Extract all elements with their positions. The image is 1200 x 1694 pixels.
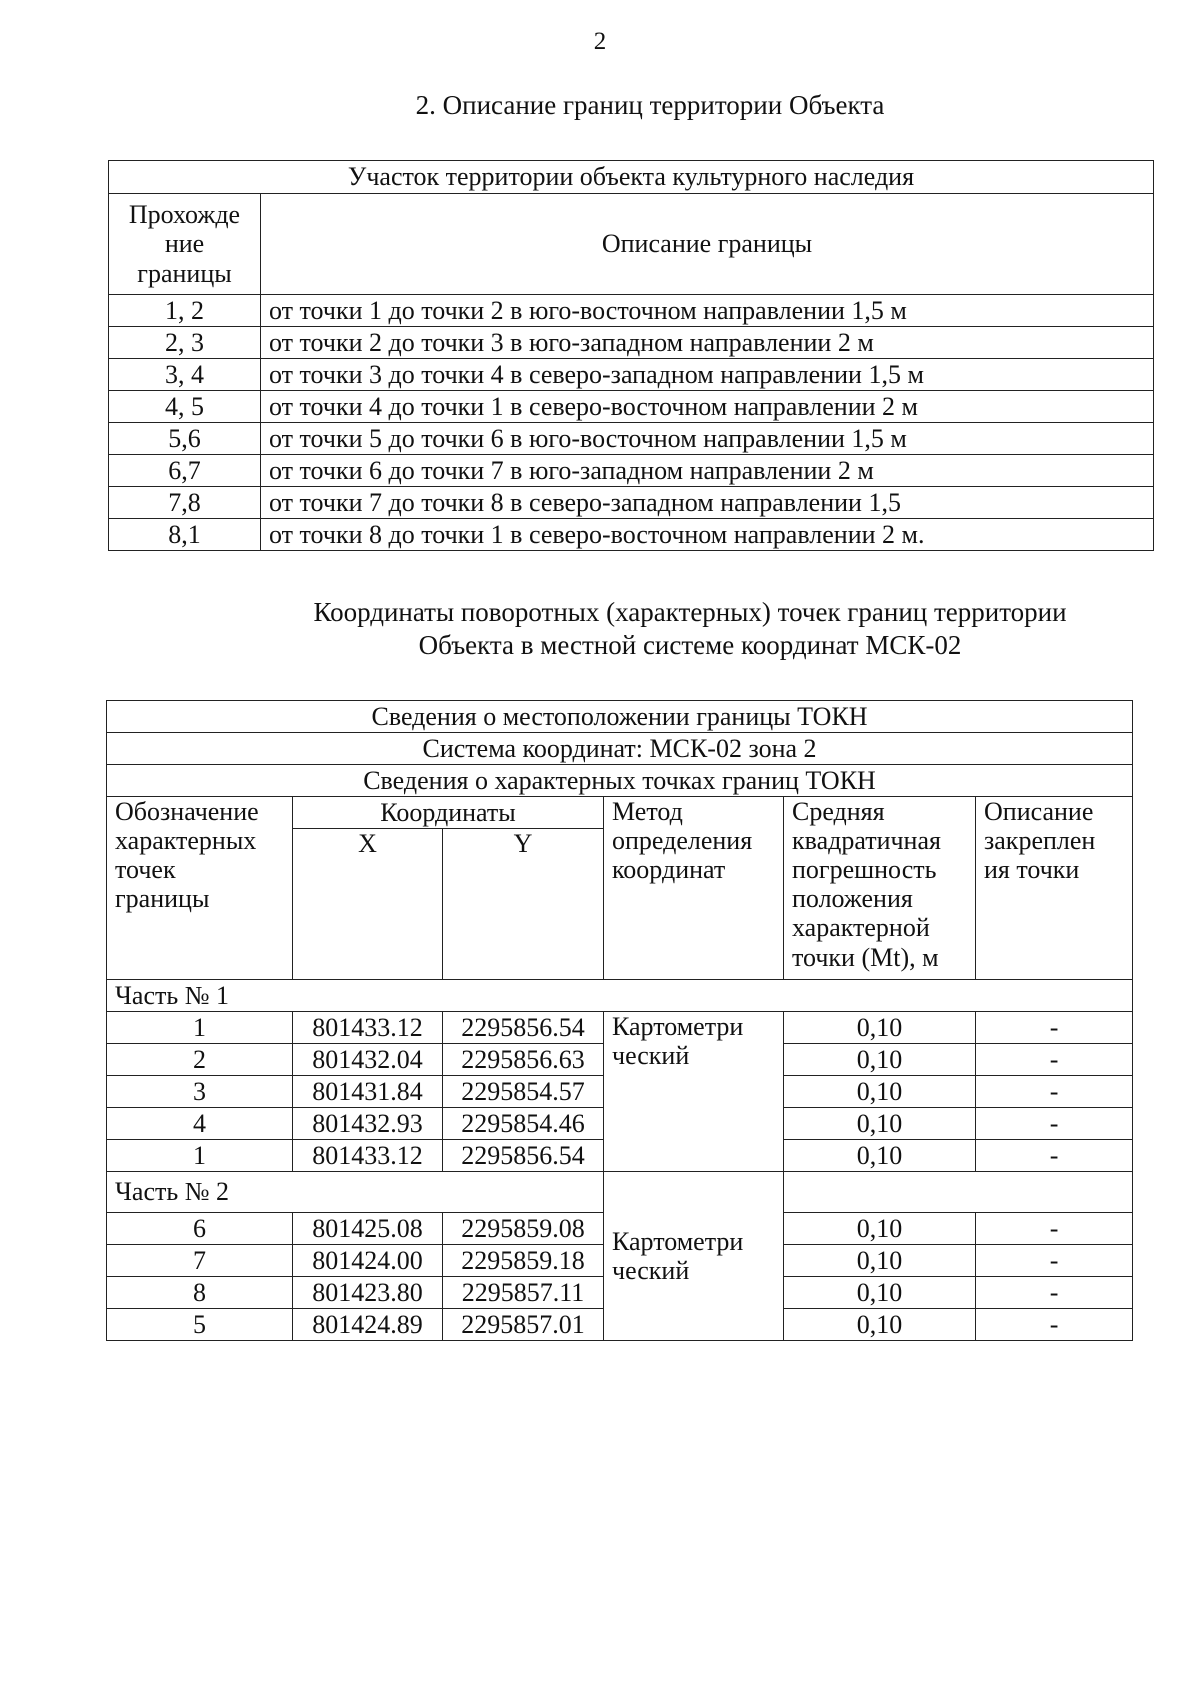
y-cell: 2295854.57 [443,1076,604,1108]
y-cell: 2295856.63 [443,1044,604,1076]
x-cell: 801425.08 [293,1213,443,1245]
fixing-cell: - [976,1012,1133,1044]
empty-cell [784,1172,1133,1213]
fixing-cell: - [976,1044,1133,1076]
method-line: ческий [612,1256,690,1285]
fixing-cell: - [976,1309,1133,1341]
description-cell: от точки 8 до точки 1 в северо-восточном направлении 2 м. [261,519,1154,551]
boundary-table-caption: Участок территории объекта культурного наследия [109,161,1154,194]
header-line: Метод [612,797,683,826]
header-line: погрешность [792,855,937,885]
description-cell: от точки 5 до точки 6 в юго-восточном направлении 1,5 м [261,423,1154,455]
error-cell: 0,10 [784,1213,976,1245]
error-cell: 0,10 [784,1108,976,1140]
passage-cell: 7,8 [109,487,261,519]
y-header: Y [443,829,604,980]
method-line: Картометри [612,1226,744,1256]
method-header [604,797,784,980]
y-cell: 2295857.01 [443,1309,604,1341]
passage-header-line: ние [164,229,205,259]
description-cell: от точки 1 до точки 2 в юго-восточном направлении 1,5 м [261,295,1154,327]
coordinates-header-system: Система координат: МСК-02 зона 2 [107,733,1133,765]
fixing-cell: - [976,1140,1133,1172]
coordinates-table [106,700,1133,1341]
point-cell: 8 [107,1277,293,1309]
header-line: точек [115,855,176,885]
error-cell: 0,10 [784,1277,976,1309]
description-cell: от точки 6 до точки 7 в юго-западном направлении 2 м [261,455,1154,487]
header-line: положения [792,884,913,914]
header-line: границы [115,884,210,914]
passage-cell: 6,7 [109,455,261,487]
description-cell: от точки 7 до точки 8 в северо-западном направлении 1,5 [261,487,1154,519]
passage-cell: 1, 2 [109,295,261,327]
table-row [109,487,1154,519]
y-cell: 2295856.54 [443,1012,604,1044]
boundary-table [108,160,1154,551]
fixing-cell: - [976,1245,1133,1277]
table-row [109,391,1154,423]
passage-cell: 3, 4 [109,359,261,391]
description-header: Описание границы [261,194,1154,295]
section-title: 2. Описание границ территории Объекта [415,90,885,120]
x-cell: 801432.04 [293,1044,443,1076]
table-row [109,455,1154,487]
x-cell: 801423.80 [293,1277,443,1309]
header-line: характерных [115,826,257,856]
passage-cell: 4, 5 [109,391,261,423]
description-cell: от точки 4 до точки 1 в северо-восточном направлении 2 м [261,391,1154,423]
passage-header-line: границы [137,258,232,288]
passage-cell: 2, 3 [109,327,261,359]
header-line: Описание [984,797,1094,826]
y-cell: 2295854.46 [443,1108,604,1140]
y-cell: 2295857.11 [443,1277,604,1309]
header-line: характерной [792,913,930,943]
x-header: X [293,829,443,980]
y-cell: 2295856.54 [443,1140,604,1172]
error-cell: 0,10 [784,1245,976,1277]
coordinates-title-line: Объекта в местной системе координат МСК-02 [418,629,962,660]
method-cell [604,1012,784,1172]
designation-header [107,797,293,980]
passage-header [109,194,261,295]
coordinates-header: Координаты [293,797,604,829]
point-cell: 6 [107,1213,293,1245]
error-cell: 0,10 [784,1140,976,1172]
y-cell: 2295859.08 [443,1213,604,1245]
point-cell: 3 [107,1076,293,1108]
fixing-header [976,797,1133,980]
header-line: точки (Mt), м [792,942,939,972]
x-cell: 801424.00 [293,1245,443,1277]
table-row [109,327,1154,359]
header-line: Обозначение [115,797,259,826]
y-cell: 2295859.18 [443,1245,604,1277]
header-line: ия точки [984,855,1080,885]
error-header [784,797,976,980]
table-row [107,1012,1133,1044]
error-cell: 0,10 [784,1076,976,1108]
table-row [109,295,1154,327]
x-cell: 801433.12 [293,1012,443,1044]
point-cell: 1 [107,1140,293,1172]
coordinates-header-location: Сведения о местоположении границы ТОКН [107,701,1133,733]
error-cell: 0,10 [784,1012,976,1044]
x-cell: 801433.12 [293,1140,443,1172]
coordinates-header-points: Сведения о характерных точках границ ТОКН [107,765,1133,797]
point-cell: 1 [107,1012,293,1044]
passage-cell: 8,1 [109,519,261,551]
passage-header-line: Прохожде [128,200,241,230]
description-cell: от точки 3 до точки 4 в северо-западном направлении 1,5 м [261,359,1154,391]
method-line: ческий [612,1041,690,1071]
coordinates-title-line: Координаты поворотных (характерных) точек границ территории [313,597,1067,627]
point-cell: 2 [107,1044,293,1076]
table-row [109,423,1154,455]
error-cell: 0,10 [784,1309,976,1341]
header-line: определения [612,826,753,856]
fixing-cell: - [976,1108,1133,1140]
method-cell [604,1172,784,1341]
fixing-cell: - [976,1076,1133,1108]
method-line: Картометри [612,1012,744,1041]
x-cell: 801424.89 [293,1309,443,1341]
point-cell: 5 [107,1309,293,1341]
header-line: Средняя [792,797,885,826]
fixing-cell: - [976,1213,1133,1245]
table-row [109,359,1154,391]
passage-cell: 5,6 [109,423,261,455]
header-line: закреплен [984,826,1096,856]
fixing-cell: - [976,1277,1133,1309]
point-cell: 7 [107,1245,293,1277]
error-cell: 0,10 [784,1044,976,1076]
x-cell: 801431.84 [293,1076,443,1108]
header-line: квадратичная [792,826,941,856]
header-line: координат [612,855,726,885]
page-number: 2 [593,28,607,55]
point-cell: 4 [107,1108,293,1140]
description-cell: от точки 2 до точки 3 в юго-западном направлении 2 м [261,327,1154,359]
part-label: Часть № 2 [107,1172,604,1213]
part-label: Часть № 1 [107,980,1133,1012]
table-row [109,519,1154,551]
x-cell: 801432.93 [293,1108,443,1140]
coordinates-title [100,596,1200,662]
